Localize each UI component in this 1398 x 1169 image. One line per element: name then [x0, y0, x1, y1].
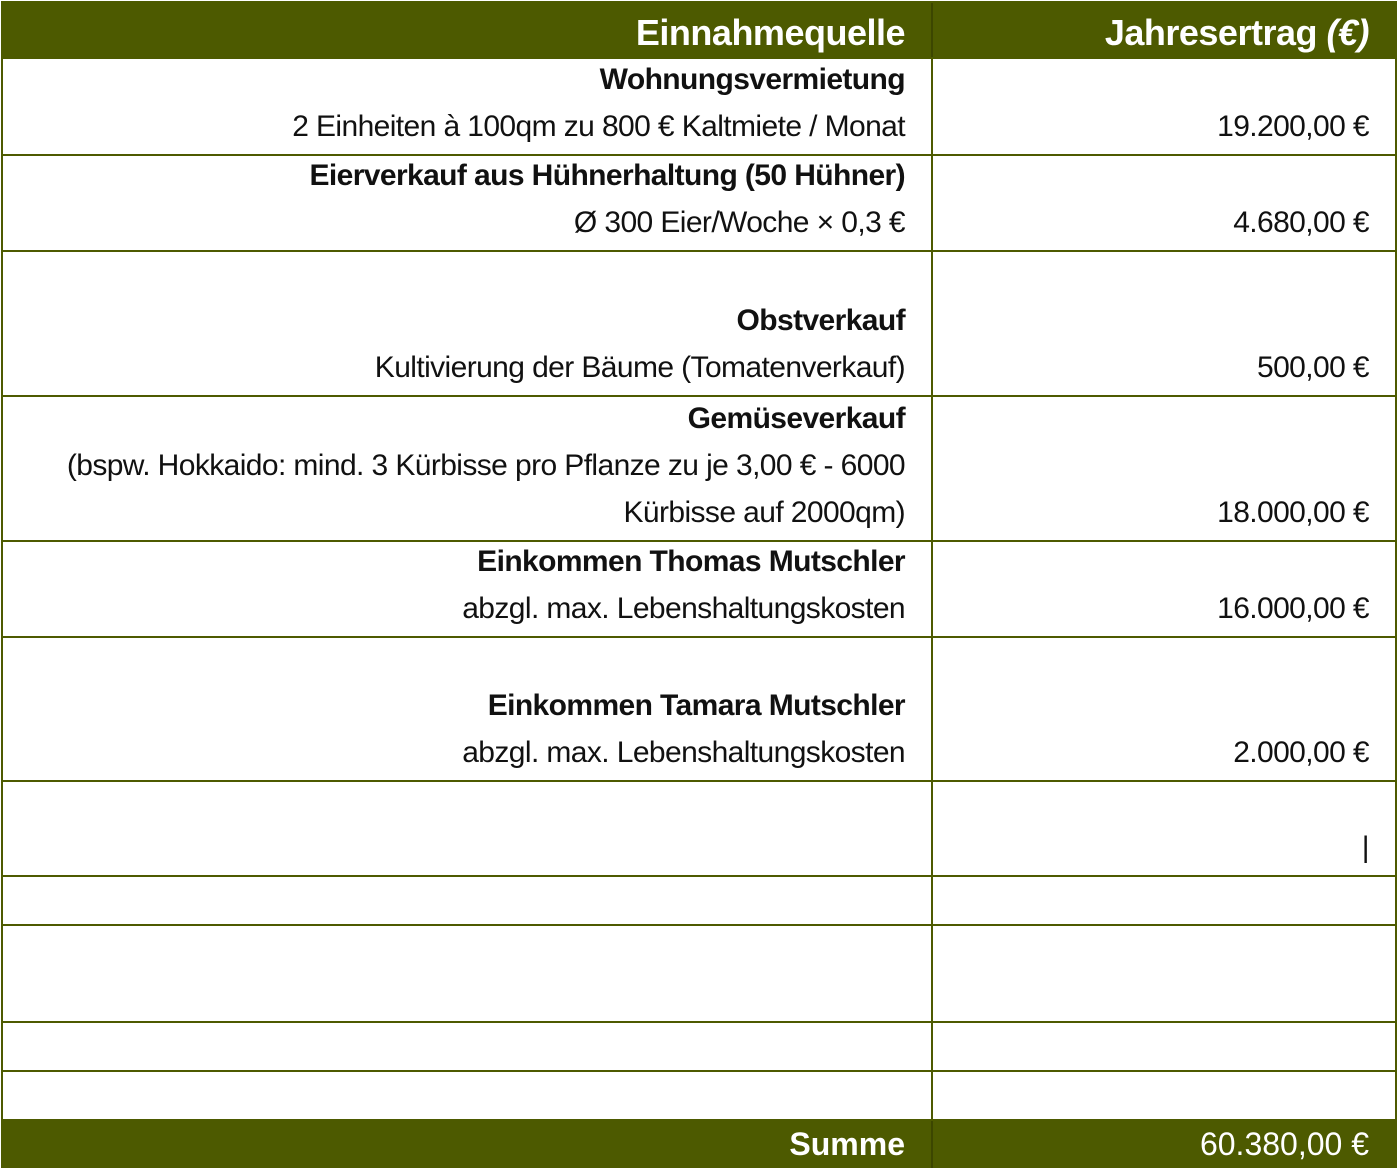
source-detail: Ø 300 Eier/Woche × 0,3 € — [573, 206, 905, 239]
table-row-empty — [3, 926, 1395, 1023]
footer-label-cell — [3, 1121, 933, 1168]
source-detail: abzgl. max. Lebenshaltungskosten — [462, 592, 905, 625]
source-detail: abzgl. max. Lebenshaltungskosten — [462, 736, 905, 769]
amount-value: 500,00 € — [1257, 351, 1369, 384]
header-yield-label: Jahresertrag — [1104, 12, 1317, 53]
source-cell — [3, 542, 933, 636]
table-row — [3, 59, 1395, 156]
source-detail: (bspw. Hokkaido: mind. 3 Kürbisse pro Pflanze zu je 3,00 € - 6000 — [66, 449, 905, 482]
amount-cell — [933, 782, 1395, 875]
header-cell-source — [3, 3, 933, 57]
amount-value: 2.000,00 € — [1233, 736, 1369, 769]
table-row-empty — [3, 1023, 1395, 1072]
amount-value: 4.680,00 € — [1233, 206, 1369, 239]
sum-label: Summe — [789, 1126, 905, 1162]
source-cell — [3, 397, 933, 540]
table-row-empty — [3, 1072, 1395, 1121]
amount-value: | — [1361, 831, 1369, 864]
table-header — [3, 3, 1395, 59]
amount-cell — [933, 1072, 1395, 1119]
source-cell — [3, 1072, 933, 1119]
amount-cell — [933, 252, 1395, 395]
source-cell — [3, 877, 933, 924]
amount-cell — [933, 926, 1395, 1021]
amount-cell — [933, 397, 1395, 540]
source-title: Wohnungsvermietung — [599, 63, 905, 96]
table-footer — [3, 1121, 1395, 1168]
table-row — [3, 156, 1395, 252]
table-row-empty — [3, 877, 1395, 926]
amount-cell — [933, 638, 1395, 780]
source-cell — [3, 638, 933, 780]
source-cell — [3, 156, 933, 250]
source-cell — [3, 59, 933, 154]
source-cell — [3, 252, 933, 395]
source-title: Eierverkauf aus Hühnerhaltung (50 Hühner) — [309, 159, 905, 192]
amount-cell — [933, 59, 1395, 154]
amount-cell — [933, 877, 1395, 924]
header-source-label: Einnahmequelle — [635, 12, 905, 53]
table-row — [3, 542, 1395, 638]
source-cell — [3, 782, 933, 875]
source-title: Einkommen Thomas Mutschler — [477, 545, 905, 578]
table-row — [3, 638, 1395, 782]
source-cell — [3, 926, 933, 1021]
header-yield-unit: (€) — [1326, 12, 1369, 53]
source-cell — [3, 1023, 933, 1070]
header-cell-yield — [933, 3, 1395, 57]
table-row — [3, 782, 1395, 877]
income-table — [1, 1, 1397, 1168]
amount-value: 16.000,00 € — [1217, 592, 1369, 625]
table-row — [3, 397, 1395, 542]
amount-cell — [933, 1023, 1395, 1070]
amount-value: 18.000,00 € — [1217, 496, 1369, 529]
source-detail: Kultivierung der Bäume (Tomatenverkauf) — [374, 351, 905, 384]
table-row — [3, 252, 1395, 397]
amount-value: 19.200,00 € — [1217, 110, 1369, 143]
source-title: Obstverkauf — [736, 304, 905, 337]
sum-total: 60.380,00 € — [1199, 1126, 1369, 1162]
footer-total-cell — [933, 1121, 1395, 1168]
amount-cell — [933, 542, 1395, 636]
source-title: Gemüseverkauf — [687, 402, 905, 435]
source-title: Einkommen Tamara Mutschler — [487, 689, 905, 722]
source-detail: Kürbisse auf 2000qm) — [623, 496, 905, 529]
source-detail: 2 Einheiten à 100qm zu 800 € Kaltmiete / Monat — [292, 110, 905, 143]
amount-cell — [933, 156, 1395, 250]
